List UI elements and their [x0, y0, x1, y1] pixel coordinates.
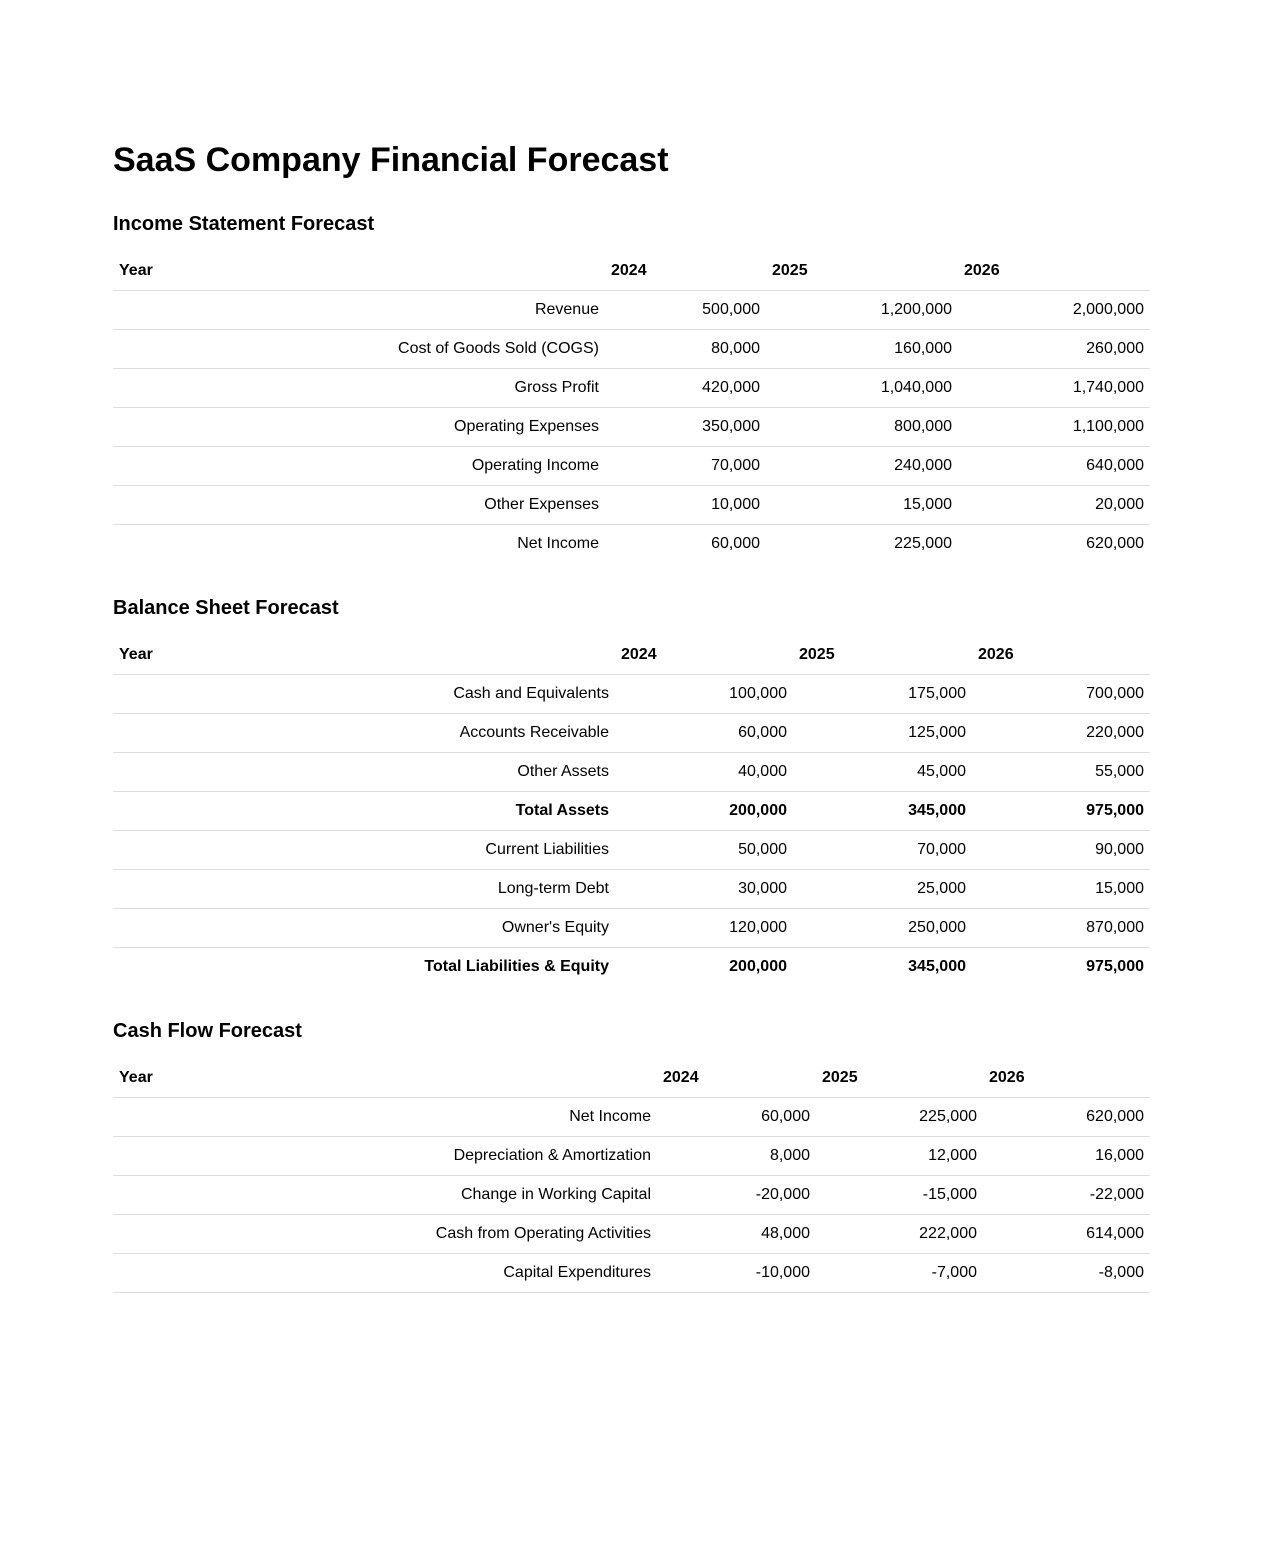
cell-2024: 50,000 — [615, 831, 793, 870]
cell-2026: -8,000 — [983, 1254, 1150, 1293]
cell-2025: 70,000 — [793, 831, 972, 870]
cell-2025: 240,000 — [766, 447, 958, 486]
cell-2024: 70,000 — [605, 447, 766, 486]
cell-2024: 500,000 — [605, 291, 766, 330]
cell-2026: -22,000 — [983, 1176, 1150, 1215]
cell-2025: 15,000 — [766, 486, 958, 525]
cell-2026: 260,000 — [958, 330, 1150, 369]
income-statement-title: Income Statement Forecast — [113, 213, 375, 235]
row-label: Net Income — [113, 1098, 657, 1137]
cell-2026: 1,100,000 — [958, 408, 1150, 447]
cell-2026: 1,740,000 — [958, 369, 1150, 408]
table-row — [113, 291, 1150, 330]
row-label: Long-term Debt — [113, 870, 615, 909]
cell-2025: 12,000 — [816, 1137, 983, 1176]
balance-sheet-title: Balance Sheet Forecast — [113, 597, 339, 619]
header-2025: 2025 — [766, 252, 958, 291]
cell-2026: 975,000 — [1086, 958, 1144, 975]
header-year: Year — [113, 252, 605, 291]
header-2026: 2026 — [983, 1059, 1150, 1098]
cell-2024: 200,000 — [729, 958, 787, 975]
row-label: Gross Profit — [113, 369, 605, 408]
table-row — [113, 675, 1150, 714]
row-label: Cash from Operating Activities — [113, 1215, 657, 1254]
cell-2026: 16,000 — [983, 1137, 1150, 1176]
cell-2026: 640,000 — [958, 447, 1150, 486]
table-row — [113, 1176, 1150, 1215]
cell-2025: 175,000 — [793, 675, 972, 714]
cell-2026: 870,000 — [972, 909, 1150, 948]
cell-2025: 1,040,000 — [766, 369, 958, 408]
cell-2025: 225,000 — [816, 1098, 983, 1137]
cell-2025: 800,000 — [766, 408, 958, 447]
table-row — [113, 369, 1150, 408]
header-2024: 2024 — [657, 1059, 816, 1098]
total-row — [113, 948, 1150, 987]
row-label: Operating Income — [113, 447, 605, 486]
cell-2026: 620,000 — [983, 1098, 1150, 1137]
row-label: Capital Expenditures — [113, 1254, 657, 1293]
cash-flow-section — [113, 1018, 1150, 1293]
cell-2026: 55,000 — [972, 753, 1150, 792]
row-label: Current Liabilities — [113, 831, 615, 870]
cell-2024: 200,000 — [615, 792, 793, 831]
header-year: Year — [113, 636, 615, 675]
cell-2024: 48,000 — [657, 1215, 816, 1254]
cell-2024: 420,000 — [605, 369, 766, 408]
table-row — [113, 870, 1150, 909]
header-2026: 2026 — [958, 252, 1150, 291]
table-row — [113, 1137, 1150, 1176]
table-row — [113, 714, 1150, 753]
cell-2024: 100,000 — [615, 675, 793, 714]
cell-2024: -20,000 — [657, 1176, 816, 1215]
cell-2026: 975,000 — [972, 792, 1150, 831]
cell-2024: 80,000 — [605, 330, 766, 369]
cell-2026: 20,000 — [958, 486, 1150, 525]
row-label: Operating Expenses — [113, 408, 605, 447]
cell-2025: 345,000 — [793, 792, 972, 831]
cell-2024: 10,000 — [605, 486, 766, 525]
cell-2025: 222,000 — [816, 1215, 983, 1254]
cell-2025: -7,000 — [816, 1254, 983, 1293]
cell-2026: 15,000 — [972, 870, 1150, 909]
cell-2024: 60,000 — [615, 714, 793, 753]
table-row — [113, 1254, 1150, 1293]
cash-flow-table — [113, 1059, 1150, 1293]
cell-2024: 60,000 — [657, 1098, 816, 1137]
cell-2026: 220,000 — [972, 714, 1150, 753]
row-label: Change in Working Capital — [113, 1176, 657, 1215]
header-2024: 2024 — [615, 636, 793, 675]
header-year: Year — [113, 1059, 657, 1098]
table-row — [113, 330, 1150, 369]
cash-flow-title: Cash Flow Forecast — [113, 1020, 302, 1042]
page-title: SaaS Company Financial Forecast — [113, 141, 669, 179]
cell-2025: 25,000 — [793, 870, 972, 909]
cell-2026: 2,000,000 — [958, 291, 1150, 330]
row-label: Revenue — [113, 291, 605, 330]
table-row — [113, 486, 1150, 525]
cell-2026: 700,000 — [972, 675, 1150, 714]
table-row — [113, 408, 1150, 447]
table-row — [113, 1098, 1150, 1137]
table-row — [113, 1215, 1150, 1254]
row-label: Net Income — [517, 535, 599, 552]
row-label: Depreciation & Amortization — [113, 1137, 657, 1176]
cell-2025: 45,000 — [793, 753, 972, 792]
cell-2024: 60,000 — [711, 535, 760, 552]
cell-2026: 614,000 — [983, 1215, 1150, 1254]
cell-2026: 90,000 — [972, 831, 1150, 870]
table-row — [113, 447, 1150, 486]
header-2025: 2025 — [816, 1059, 983, 1098]
row-label: Other Expenses — [113, 486, 605, 525]
cell-2025: 1,200,000 — [766, 291, 958, 330]
header-2025: 2025 — [793, 636, 972, 675]
income-statement-table — [113, 252, 1150, 563]
table-row — [113, 831, 1150, 870]
table-row — [113, 753, 1150, 792]
cell-2024: 120,000 — [615, 909, 793, 948]
row-label: Total Liabilities & Equity — [424, 958, 609, 975]
row-label: Other Assets — [113, 753, 615, 792]
row-label: Owner's Equity — [113, 909, 615, 948]
table-header-row — [113, 252, 1150, 291]
row-label: Total Assets — [113, 792, 615, 831]
header-2024: 2024 — [605, 252, 766, 291]
table-header-row — [113, 1059, 1150, 1098]
header-2026: 2026 — [972, 636, 1150, 675]
balance-sheet-table — [113, 636, 1150, 986]
cell-2026: 620,000 — [1086, 535, 1144, 552]
cell-2024: -10,000 — [657, 1254, 816, 1293]
income-statement-section — [113, 211, 1150, 563]
cell-2025: -15,000 — [816, 1176, 983, 1215]
cell-2025: 345,000 — [908, 958, 966, 975]
table-row — [113, 525, 1150, 564]
cell-2025: 250,000 — [793, 909, 972, 948]
row-label: Cost of Goods Sold (COGS) — [113, 330, 605, 369]
cell-2025: 160,000 — [766, 330, 958, 369]
cell-2024: 40,000 — [615, 753, 793, 792]
cell-2024: 350,000 — [605, 408, 766, 447]
table-header-row — [113, 636, 1150, 675]
cell-2024: 30,000 — [615, 870, 793, 909]
row-label: Accounts Receivable — [113, 714, 615, 753]
balance-sheet-section — [113, 595, 1150, 986]
table-row — [113, 909, 1150, 948]
cell-2025: 225,000 — [894, 535, 952, 552]
cell-2025: 125,000 — [793, 714, 972, 753]
total-row — [113, 792, 1150, 831]
row-label: Cash and Equivalents — [113, 675, 615, 714]
cell-2024: 8,000 — [657, 1137, 816, 1176]
